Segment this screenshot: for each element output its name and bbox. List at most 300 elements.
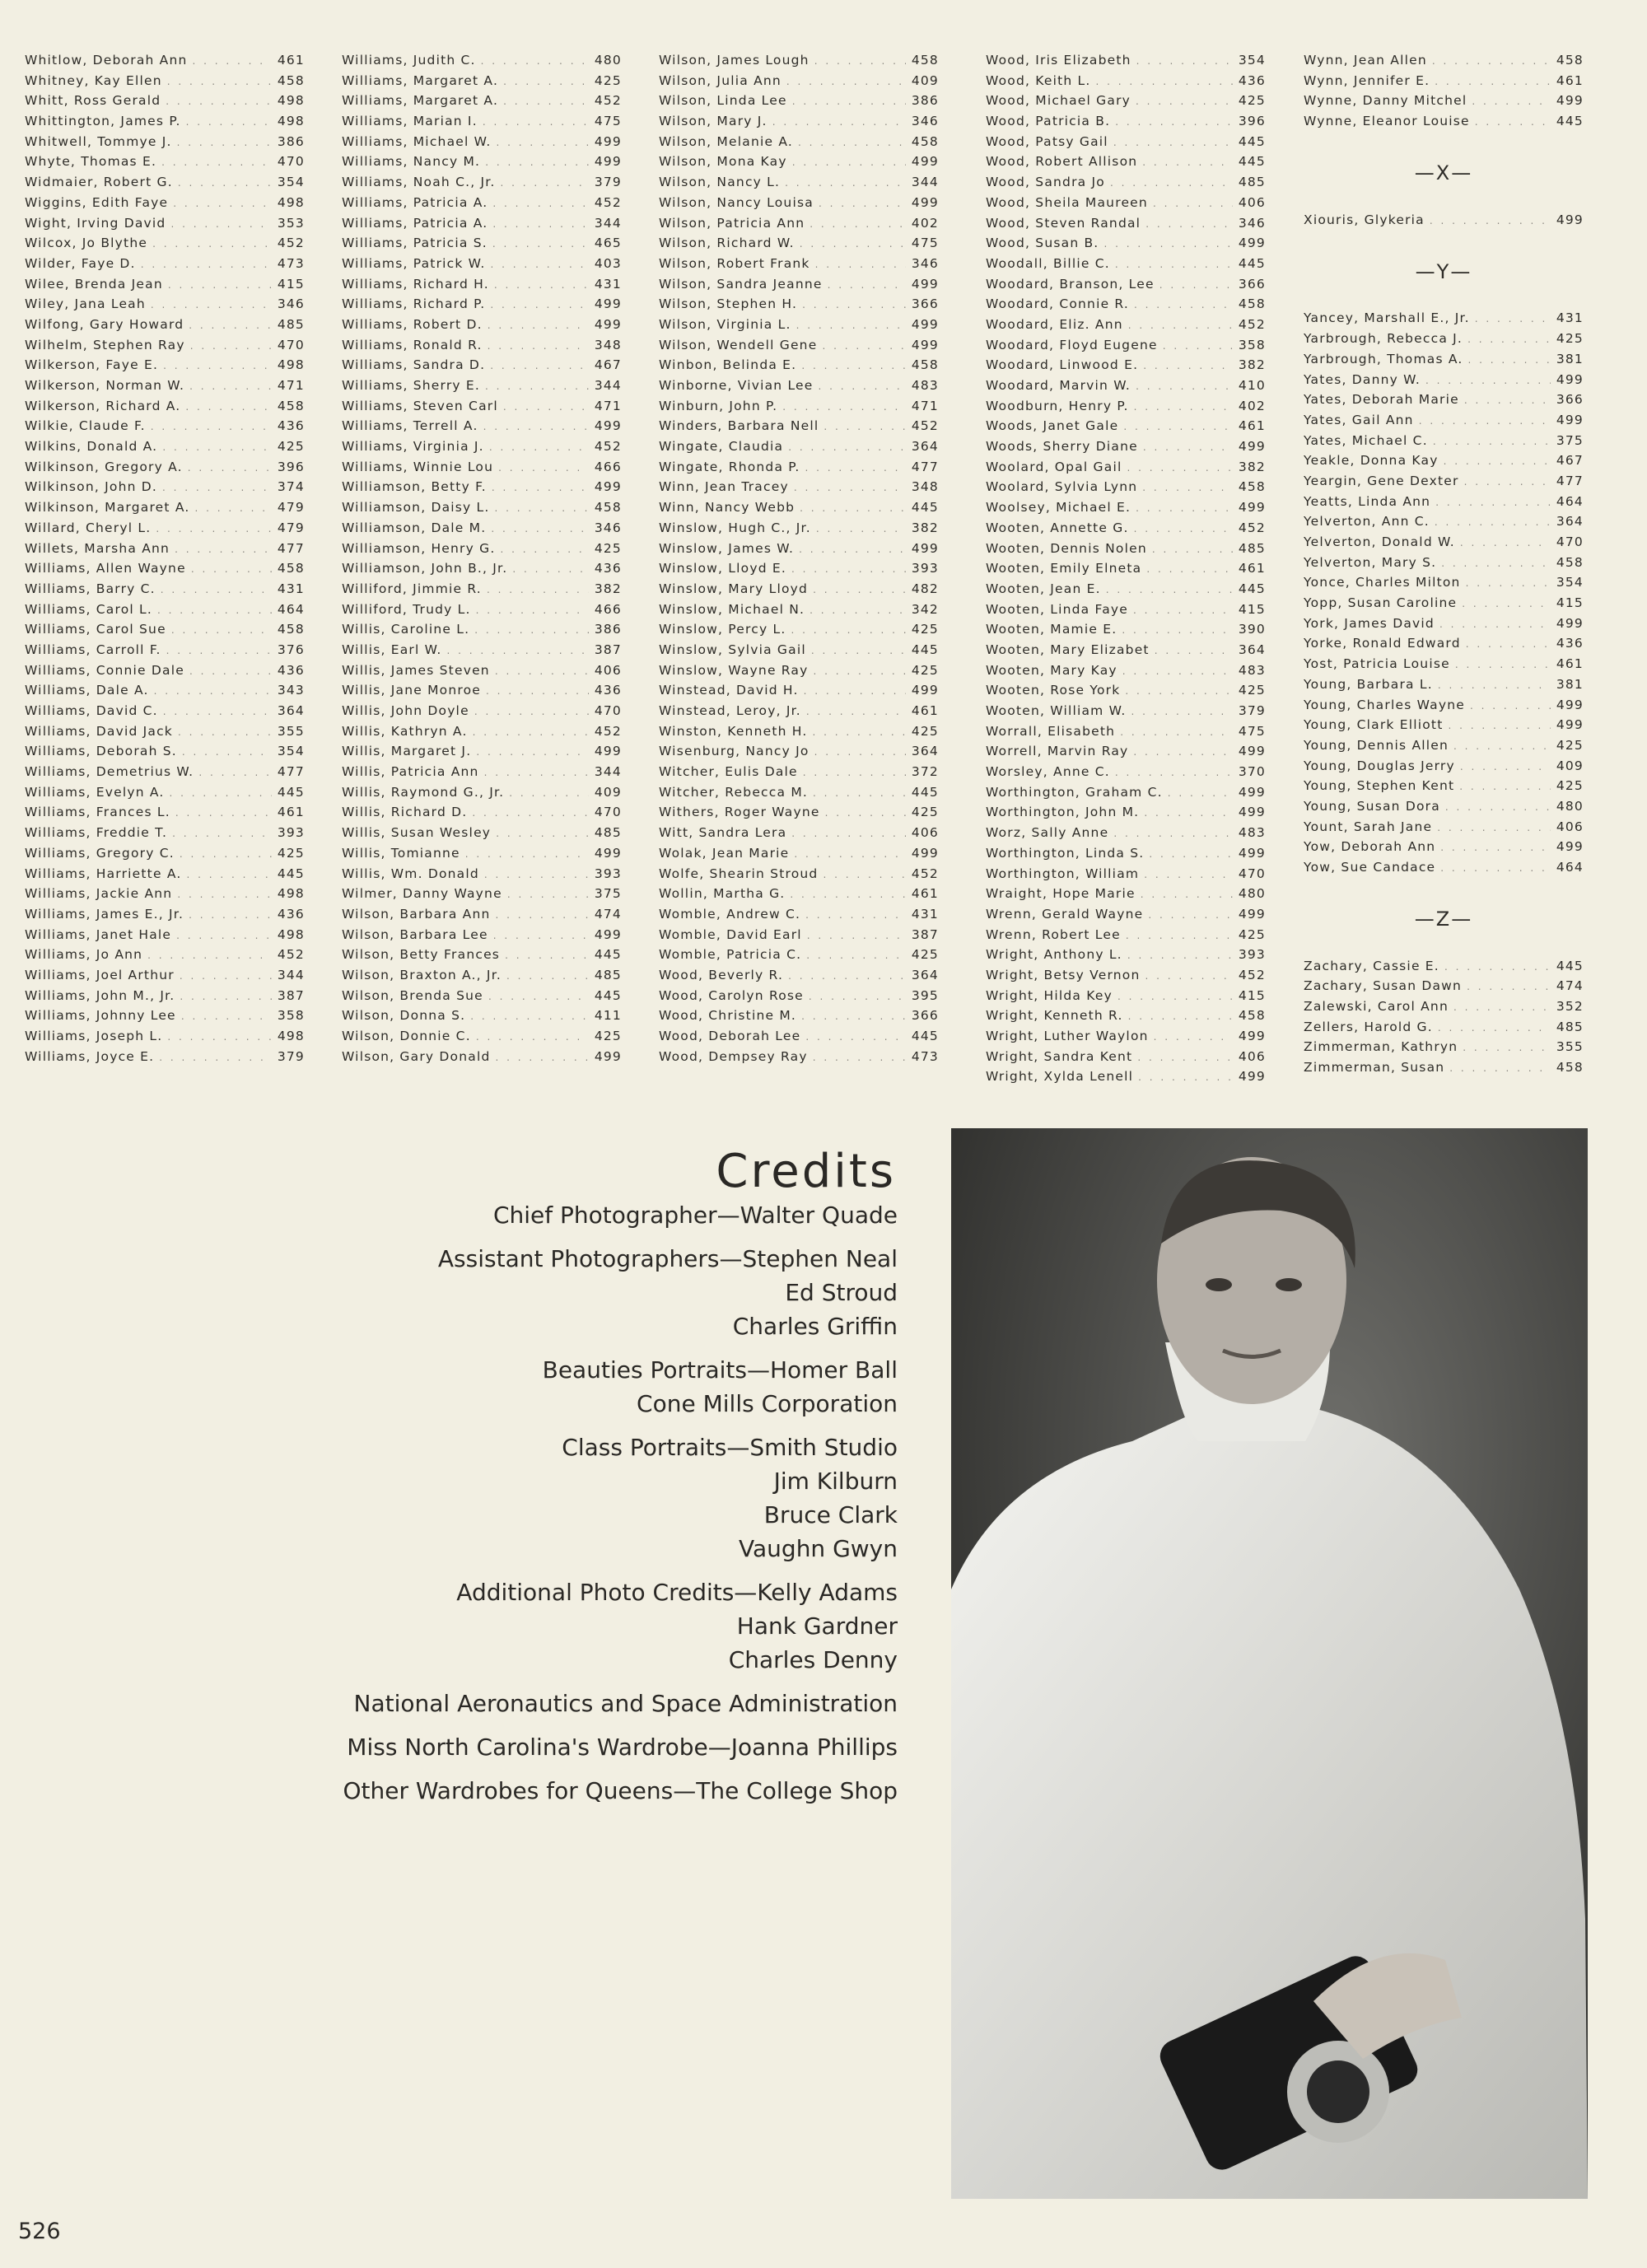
index-entry bbox=[986, 399, 1266, 419]
index-column bbox=[342, 53, 622, 1069]
dot-leader bbox=[1144, 869, 1233, 880]
entry-name: Zachary, Cassie E. bbox=[1304, 958, 1439, 973]
entry-page-number: 483 bbox=[1238, 825, 1266, 841]
dot-leader bbox=[1466, 638, 1551, 650]
entry-name: Wilson, Barbara Lee bbox=[342, 926, 488, 942]
dot-leader bbox=[809, 991, 906, 1002]
entry-name: Williams, Marian I. bbox=[342, 114, 478, 129]
dot-leader bbox=[492, 482, 589, 493]
entry-name: Wooten, Annette G. bbox=[986, 520, 1129, 535]
entry-page-number: 445 bbox=[1238, 133, 1266, 149]
dot-leader bbox=[172, 828, 272, 839]
entry-name: Williams, Ronald R. bbox=[342, 337, 483, 352]
index-entry bbox=[986, 602, 1266, 623]
index-entry bbox=[342, 439, 622, 460]
index-entry bbox=[659, 93, 939, 114]
entry-page-number: 366 bbox=[1556, 392, 1584, 408]
index-entry bbox=[986, 134, 1266, 155]
entry-page-number: 382 bbox=[1238, 357, 1266, 373]
dot-leader bbox=[785, 177, 906, 189]
entry-name: Winslow, Wayne Ray bbox=[659, 662, 809, 678]
dot-leader bbox=[194, 502, 272, 514]
dot-leader bbox=[170, 787, 272, 799]
index-entry bbox=[659, 1008, 939, 1029]
dot-leader bbox=[493, 930, 589, 941]
entry-page-number: 342 bbox=[911, 601, 939, 617]
index-entry bbox=[986, 968, 1266, 988]
index-entry bbox=[342, 175, 622, 195]
dot-leader bbox=[166, 645, 272, 656]
index-entry bbox=[25, 500, 305, 520]
entry-name: Williford, Trudy L. bbox=[342, 601, 471, 617]
entry-page-number: 364 bbox=[911, 439, 939, 455]
dot-leader bbox=[161, 156, 272, 168]
index-entry bbox=[986, 256, 1266, 277]
index-entry bbox=[25, 418, 305, 439]
dot-leader bbox=[805, 909, 906, 921]
entry-name: Wrenn, Robert Lee bbox=[986, 926, 1121, 942]
index-entry bbox=[25, 175, 305, 195]
index-entry bbox=[342, 764, 622, 785]
dot-leader bbox=[1475, 313, 1551, 324]
dot-leader bbox=[1437, 822, 1551, 833]
index-entry bbox=[25, 256, 305, 277]
entry-page-number: 458 bbox=[277, 561, 305, 576]
index-entry bbox=[25, 744, 305, 764]
entry-page-number: 355 bbox=[277, 723, 305, 739]
entry-name: Wright, Betsy Vernon bbox=[986, 967, 1141, 982]
index-entry bbox=[342, 1008, 622, 1029]
entry-name: York, James David bbox=[1304, 615, 1435, 631]
index-entry bbox=[1304, 1039, 1584, 1060]
entry-name: Williams, Sherry E. bbox=[342, 378, 481, 393]
entry-page-number: 474 bbox=[1556, 978, 1584, 994]
dot-leader bbox=[1455, 659, 1551, 670]
dot-leader bbox=[152, 238, 272, 250]
entry-page-number: 425 bbox=[1238, 926, 1266, 942]
index-entry bbox=[986, 73, 1266, 94]
entry-name: Whitney, Kay Ellen bbox=[25, 72, 162, 88]
dot-leader bbox=[141, 259, 272, 270]
dot-leader bbox=[810, 218, 906, 230]
credit-group bbox=[343, 1353, 898, 1421]
entry-page-number: 485 bbox=[1238, 540, 1266, 556]
entry-page-number: 364 bbox=[911, 967, 939, 982]
dot-leader bbox=[180, 848, 272, 860]
entry-page-number: 499 bbox=[911, 276, 939, 292]
index-entry bbox=[986, 500, 1266, 520]
entry-name: Willis, Richard D. bbox=[342, 805, 468, 820]
entry-page-number: 498 bbox=[277, 357, 305, 373]
entry-name: Wilson, Gary Donald bbox=[342, 1048, 491, 1064]
entry-name: Young, Charles Wayne bbox=[1304, 697, 1465, 712]
entry-page-number: 346 bbox=[594, 520, 622, 535]
entry-name: Yorke, Ronald Edward bbox=[1304, 636, 1461, 651]
dot-leader bbox=[1154, 1031, 1233, 1043]
index-entry bbox=[25, 53, 305, 73]
entry-name: Williams, Dale A. bbox=[25, 683, 149, 698]
entry-page-number: 452 bbox=[594, 439, 622, 455]
index-entry bbox=[25, 622, 305, 642]
entry-page-number: 445 bbox=[911, 500, 939, 516]
entry-page-number: 445 bbox=[1556, 114, 1584, 129]
entry-name: Wilson, Mary J. bbox=[659, 114, 768, 129]
entry-page-number: 381 bbox=[1556, 676, 1584, 692]
dot-leader bbox=[1153, 198, 1233, 209]
credit-line: Other Wardrobes for Queens—The College Shop bbox=[343, 1777, 898, 1804]
entry-page-number: 376 bbox=[277, 642, 305, 657]
entry-page-number: 458 bbox=[1238, 296, 1266, 312]
dot-leader bbox=[1462, 598, 1551, 609]
entry-page-number: 425 bbox=[911, 805, 939, 820]
index-entry bbox=[1304, 860, 1584, 880]
entry-page-number: 346 bbox=[1238, 215, 1266, 231]
index-entry bbox=[659, 520, 939, 541]
entry-name: Williams, Joyce E. bbox=[25, 1048, 155, 1064]
index-entry bbox=[1304, 999, 1584, 1020]
entry-page-number: 499 bbox=[594, 418, 622, 434]
credit-line: Miss North Carolina's Wardrobe—Joanna Phillips bbox=[347, 1734, 898, 1761]
index-entry bbox=[986, 683, 1266, 703]
entry-page-number: 375 bbox=[1556, 432, 1584, 448]
entry-name: Wynn, Jennifer E. bbox=[1304, 72, 1430, 88]
index-entry bbox=[659, 338, 939, 358]
index-entry bbox=[25, 134, 305, 155]
dot-leader bbox=[1449, 720, 1551, 731]
dot-leader bbox=[503, 76, 589, 87]
dot-leader bbox=[503, 96, 589, 107]
index-entry bbox=[25, 846, 305, 866]
entry-page-number: 458 bbox=[594, 500, 622, 516]
entry-page-number: 464 bbox=[277, 601, 305, 617]
entry-page-number: 436 bbox=[594, 561, 622, 576]
entry-name: Wilkins, Donald A. bbox=[25, 439, 158, 455]
entry-name: Wingate, Claudia bbox=[659, 439, 784, 455]
dot-leader bbox=[1475, 116, 1551, 128]
index-entry bbox=[342, 134, 622, 155]
entry-name: Withers, Roger Wayne bbox=[659, 805, 820, 820]
dot-leader bbox=[496, 828, 589, 839]
index-column bbox=[986, 53, 1266, 1090]
index-entry bbox=[342, 114, 622, 134]
index-entry bbox=[1304, 595, 1584, 616]
entry-page-number: 473 bbox=[277, 255, 305, 271]
entry-name: Williams, Margaret A. bbox=[342, 72, 499, 88]
index-entry bbox=[25, 663, 305, 684]
entry-name: Yarbrough, Rebecca J. bbox=[1304, 331, 1463, 347]
dot-leader bbox=[162, 482, 272, 493]
entry-page-number: 364 bbox=[277, 703, 305, 718]
dot-leader bbox=[1460, 761, 1551, 772]
entry-name: Wilkerson, Norman W. bbox=[25, 378, 185, 393]
index-entry bbox=[1304, 778, 1584, 799]
index-entry bbox=[1304, 53, 1584, 73]
dot-leader bbox=[823, 869, 906, 880]
entry-page-number: 475 bbox=[911, 236, 939, 251]
dot-leader bbox=[495, 502, 589, 514]
index-entry bbox=[25, 114, 305, 134]
index-entry bbox=[1304, 73, 1584, 94]
index-entry bbox=[1304, 758, 1584, 779]
entry-name: Winburn, John P. bbox=[659, 398, 778, 413]
letter-heading: —Y— bbox=[1415, 259, 1472, 283]
entry-name: Williams, Harriette A. bbox=[25, 866, 182, 881]
entry-page-number: 470 bbox=[594, 703, 622, 718]
dot-leader bbox=[1133, 746, 1233, 758]
dot-leader bbox=[1115, 259, 1233, 270]
entry-name: Williamson, Dale M. bbox=[342, 520, 487, 535]
entry-name: Zimmerman, Kathryn bbox=[1304, 1039, 1458, 1055]
dot-leader bbox=[1439, 618, 1551, 630]
index-entry bbox=[342, 724, 622, 744]
entry-name: Wrenn, Gerald Wayne bbox=[986, 906, 1144, 922]
entry-page-number: 436 bbox=[277, 662, 305, 678]
index-entry bbox=[659, 277, 939, 297]
dot-leader bbox=[1432, 55, 1551, 67]
dot-leader bbox=[1106, 584, 1233, 595]
entry-page-number: 366 bbox=[911, 1008, 939, 1024]
index-entry bbox=[659, 642, 939, 663]
entry-page-number: 499 bbox=[911, 683, 939, 698]
dot-leader bbox=[189, 909, 272, 921]
entry-page-number: 344 bbox=[277, 967, 305, 982]
entry-page-number: 458 bbox=[277, 398, 305, 413]
dot-leader bbox=[790, 889, 906, 900]
entry-page-number: 386 bbox=[594, 622, 622, 637]
entry-name: Willis, Caroline L. bbox=[342, 622, 470, 637]
dot-leader bbox=[485, 156, 589, 168]
entry-name: Wooten, Dennis Nolen bbox=[986, 540, 1147, 556]
entry-page-number: 425 bbox=[911, 662, 939, 678]
index-entry bbox=[659, 825, 939, 846]
index-entry bbox=[659, 256, 939, 277]
entry-page-number: 382 bbox=[594, 581, 622, 596]
dot-leader bbox=[512, 563, 589, 575]
entry-page-number: 479 bbox=[277, 520, 305, 535]
entry-page-number: 452 bbox=[594, 93, 622, 109]
entry-page-number: 458 bbox=[277, 72, 305, 88]
dot-leader bbox=[1122, 665, 1233, 677]
index-entry bbox=[342, 846, 622, 866]
entry-name: Yelverton, Ann C. bbox=[1304, 514, 1430, 530]
dot-leader bbox=[177, 889, 272, 900]
entry-name: Williams, Allen Wayne bbox=[25, 561, 186, 576]
entry-page-number: 498 bbox=[277, 926, 305, 942]
index-entry bbox=[986, 561, 1266, 581]
index-entry bbox=[659, 805, 939, 825]
index-entry bbox=[25, 236, 305, 256]
entry-page-number: 406 bbox=[911, 825, 939, 841]
entry-page-number: 354 bbox=[277, 744, 305, 759]
entry-name: Woolsey, Michael E. bbox=[986, 500, 1131, 516]
entry-name: Witt, Sandra Lera bbox=[659, 825, 787, 841]
entry-name: Williams, Patrick W. bbox=[342, 255, 486, 271]
index-entry bbox=[342, 541, 622, 562]
entry-name: Wilhelm, Stephen Ray bbox=[25, 337, 185, 352]
entry-page-number: 461 bbox=[1556, 72, 1584, 88]
entry-name: Wilmer, Danny Wayne bbox=[342, 886, 502, 902]
entry-page-number: 346 bbox=[277, 296, 305, 312]
entry-page-number: 431 bbox=[1556, 310, 1584, 326]
index-entry bbox=[1304, 698, 1584, 718]
entry-page-number: 425 bbox=[1556, 737, 1584, 753]
entry-page-number: 431 bbox=[911, 906, 939, 922]
entry-name: Willis, Kathryn A. bbox=[342, 723, 468, 739]
index-entry bbox=[986, 846, 1266, 866]
index-entry bbox=[986, 439, 1266, 460]
credit-group bbox=[343, 1198, 898, 1232]
entry-page-number: 499 bbox=[911, 154, 939, 170]
entry-name: Williams, Carroll F. bbox=[25, 642, 161, 657]
dot-leader bbox=[1134, 523, 1233, 534]
index-entry bbox=[342, 256, 622, 277]
entry-name: Yopp, Susan Caroline bbox=[1304, 595, 1458, 611]
entry-name: Wiggins, Edith Faye bbox=[25, 194, 169, 210]
dot-leader bbox=[484, 767, 589, 778]
credit-line: Chief Photographer—Walter Quade bbox=[492, 1202, 898, 1229]
entry-page-number: 499 bbox=[1238, 784, 1266, 800]
dot-leader bbox=[814, 665, 906, 677]
dot-leader bbox=[1449, 1062, 1551, 1074]
dot-leader bbox=[828, 279, 906, 291]
entry-page-number: 475 bbox=[594, 114, 622, 129]
entry-page-number: 445 bbox=[277, 866, 305, 881]
index-entry bbox=[342, 338, 622, 358]
entry-page-number: 498 bbox=[277, 1029, 305, 1043]
index-entry bbox=[1304, 738, 1584, 758]
entry-name: Widmaier, Robert G. bbox=[25, 175, 173, 190]
dot-leader bbox=[782, 401, 906, 413]
entry-name: Wood, Patsy Gail bbox=[986, 133, 1108, 149]
entry-name: Wilson, Linda Lee bbox=[659, 93, 787, 109]
dot-leader bbox=[476, 746, 589, 758]
entry-name: Winston, Kenneth H. bbox=[659, 723, 808, 739]
entry-name: Yates, Danny W. bbox=[1304, 371, 1421, 387]
entry-name: Yount, Sarah Jane bbox=[1304, 819, 1433, 834]
entry-page-number: 458 bbox=[1556, 554, 1584, 570]
entry-page-number: 364 bbox=[911, 744, 939, 759]
index-entry bbox=[1304, 352, 1584, 372]
entry-name: Wright, Hilda Key bbox=[986, 987, 1113, 1003]
index-entry bbox=[342, 378, 622, 399]
dot-leader bbox=[812, 726, 906, 738]
entry-page-number: 480 bbox=[594, 53, 622, 68]
index-entry bbox=[659, 399, 939, 419]
index-entry bbox=[342, 154, 622, 175]
index-entry bbox=[1304, 799, 1584, 819]
index-entry bbox=[25, 296, 305, 317]
entry-page-number: 498 bbox=[277, 114, 305, 129]
dot-leader bbox=[178, 177, 272, 189]
entry-page-number: 393 bbox=[1238, 947, 1266, 963]
entry-name: Wooten, Mary Elizabet bbox=[986, 642, 1150, 657]
dot-leader bbox=[1143, 360, 1233, 371]
index-entry bbox=[25, 602, 305, 623]
entry-page-number: 499 bbox=[911, 316, 939, 332]
entry-name: Willis, Earl W. bbox=[342, 642, 442, 657]
entry-name: Winslow, Mary Lloyd bbox=[659, 581, 809, 596]
entry-page-number: 410 bbox=[1238, 378, 1266, 393]
index-entry bbox=[659, 541, 939, 562]
entry-name: Wilson, Stephen H. bbox=[659, 296, 798, 312]
dot-leader bbox=[818, 380, 906, 392]
entry-name: Williams, Barry C. bbox=[25, 581, 156, 596]
dot-leader bbox=[1453, 740, 1551, 752]
entry-page-number: 499 bbox=[594, 1048, 622, 1064]
dot-leader bbox=[180, 991, 272, 1002]
index-entry bbox=[986, 622, 1266, 642]
entry-name: Woodard, Linwood E. bbox=[986, 357, 1139, 373]
index-entry bbox=[1304, 93, 1584, 114]
dot-leader bbox=[1133, 604, 1233, 616]
dot-leader bbox=[167, 76, 272, 87]
dot-leader bbox=[825, 807, 906, 819]
index-entry bbox=[659, 1049, 939, 1070]
entry-name: Wight, Irving David bbox=[25, 215, 166, 231]
entry-name: Wilfong, Gary Howard bbox=[25, 316, 184, 332]
entry-name: Williams, Connie Dale bbox=[25, 662, 184, 678]
entry-page-number: 483 bbox=[911, 378, 939, 393]
credits-title: Credits bbox=[716, 1144, 896, 1198]
index-entry bbox=[25, 683, 305, 703]
dot-leader bbox=[1425, 375, 1551, 386]
entry-name: Winstead, David H. bbox=[659, 683, 799, 698]
entry-page-number: 445 bbox=[277, 784, 305, 800]
index-entry bbox=[25, 93, 305, 114]
entry-name: Williams, Jackie Ann bbox=[25, 886, 173, 902]
index-entry bbox=[25, 642, 305, 663]
dot-leader bbox=[822, 340, 906, 352]
entry-name: Yarbrough, Thomas A. bbox=[1304, 351, 1463, 366]
entry-page-number: 461 bbox=[1238, 418, 1266, 434]
entry-page-number: 425 bbox=[277, 439, 305, 455]
index-entry bbox=[986, 541, 1266, 562]
dot-leader bbox=[486, 685, 589, 697]
entry-name: Wilson, Nancy Louisa bbox=[659, 194, 814, 210]
entry-page-number: 461 bbox=[911, 703, 939, 718]
entry-page-number: 415 bbox=[1238, 601, 1266, 617]
entry-page-number: 445 bbox=[1238, 154, 1266, 170]
entry-name: Womble, Patricia C. bbox=[659, 947, 802, 963]
entry-page-number: 387 bbox=[911, 926, 939, 942]
entry-page-number: 477 bbox=[277, 764, 305, 780]
index-entry bbox=[1304, 453, 1584, 474]
credit-line: Charles Denny bbox=[728, 1646, 898, 1673]
index-entry bbox=[25, 439, 305, 460]
index-entry bbox=[25, 947, 305, 968]
index-entry bbox=[986, 1008, 1266, 1029]
index-entry bbox=[25, 317, 305, 338]
credit-group bbox=[343, 1242, 898, 1343]
dot-leader bbox=[162, 441, 272, 453]
entry-name: Wright, Luther Waylon bbox=[986, 1029, 1149, 1043]
index-entry bbox=[25, 399, 305, 419]
dot-leader bbox=[173, 198, 272, 209]
dot-leader bbox=[801, 1010, 906, 1022]
dot-leader bbox=[794, 482, 906, 493]
entry-name: Woodard, Branson, Lee bbox=[986, 276, 1155, 292]
entry-name: Wolak, Jean Marie bbox=[659, 845, 790, 861]
entry-page-number: 470 bbox=[594, 805, 622, 820]
entry-page-number: 425 bbox=[911, 723, 939, 739]
entry-name: Wilson, Julia Ann bbox=[659, 72, 782, 88]
index-entry bbox=[1304, 555, 1584, 576]
entry-name: Williams, Evelyn A. bbox=[25, 784, 165, 800]
entry-page-number: 396 bbox=[277, 459, 305, 474]
entry-name: Wilkerson, Faye E. bbox=[25, 357, 159, 373]
entry-page-number: 379 bbox=[277, 1048, 305, 1064]
entry-page-number: 474 bbox=[594, 906, 622, 922]
